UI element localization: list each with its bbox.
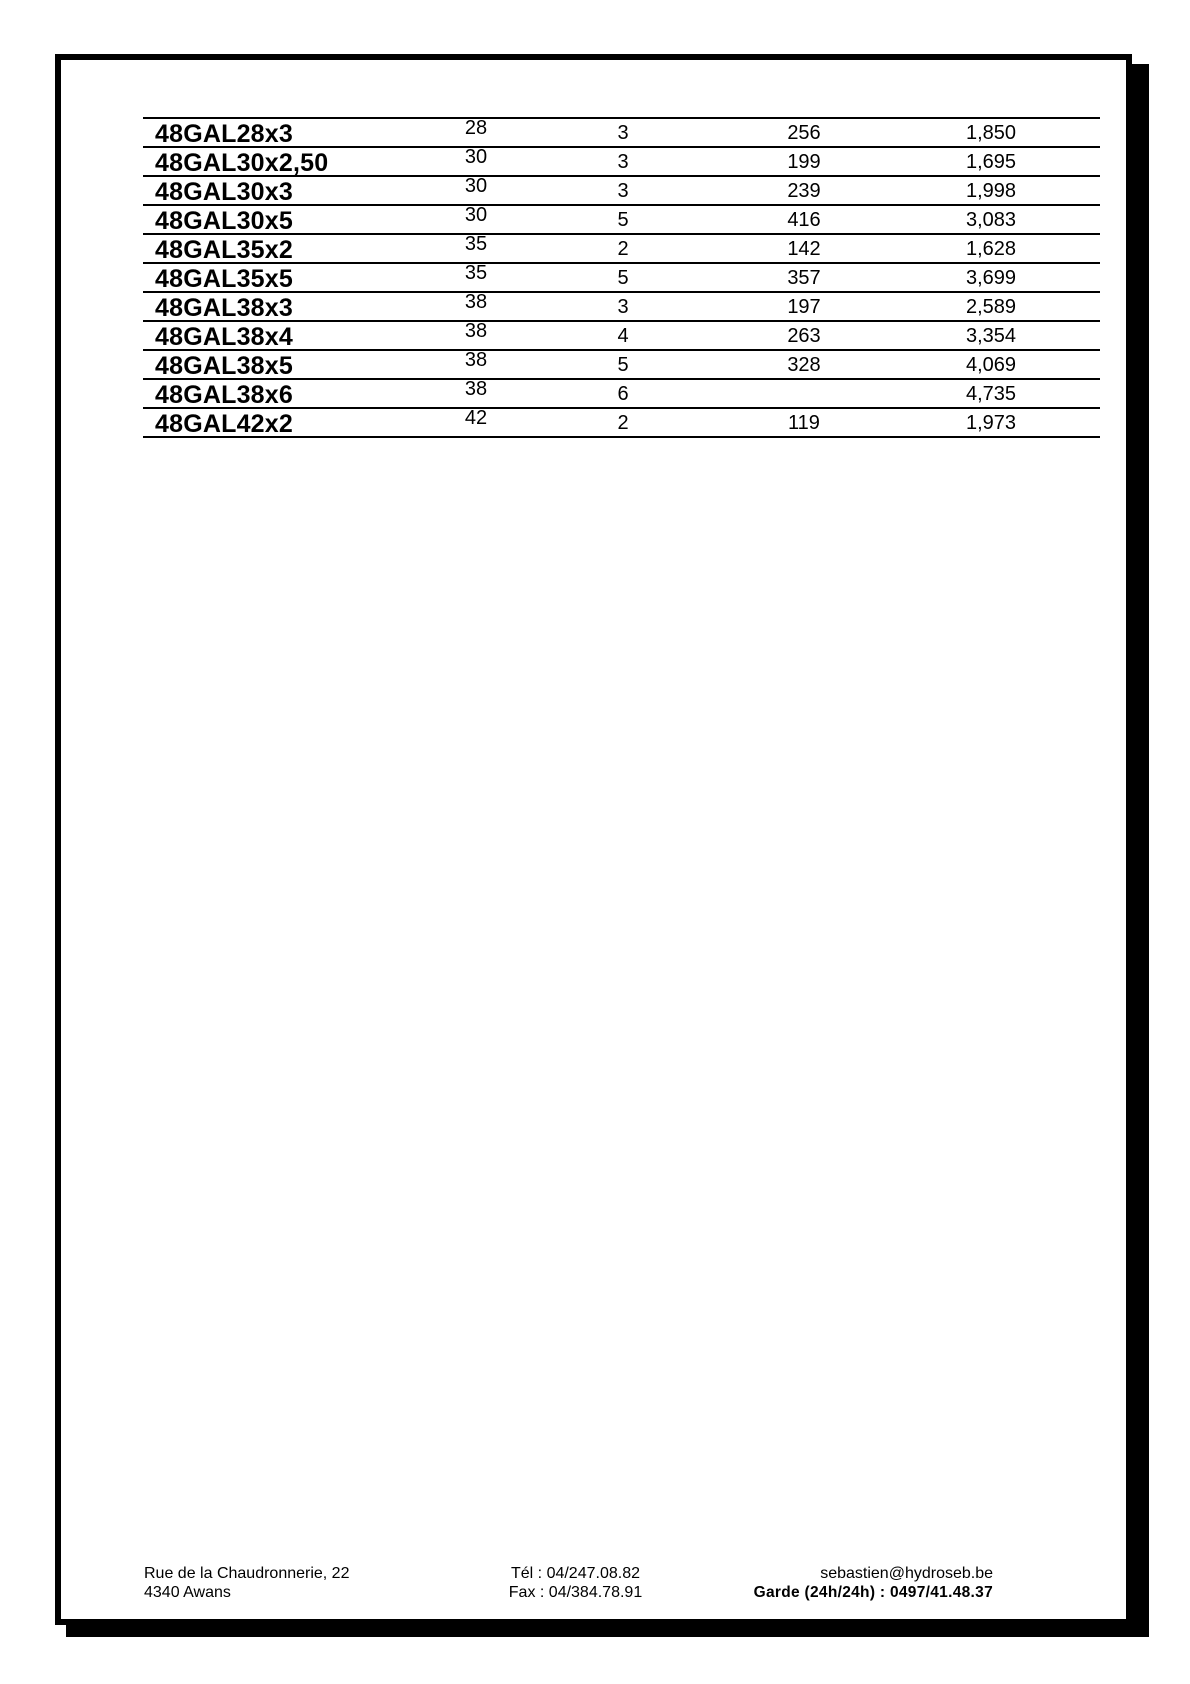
- product-code: 48GAL30x2,50: [155, 149, 329, 177]
- table-row: [143, 177, 1100, 206]
- product-code: 48GAL30x3: [155, 178, 293, 206]
- table-cell: 199: [787, 151, 821, 173]
- table-row: [143, 148, 1100, 177]
- table-cell: 30: [464, 175, 488, 197]
- table-row: [143, 380, 1100, 409]
- footer-contact: [720, 1564, 993, 1602]
- table-cell: 5: [617, 267, 629, 289]
- table-cell: 256: [787, 122, 821, 144]
- table-cell: 1,973: [965, 412, 1017, 434]
- phone-number: Tél : 04/247.08.82: [511, 1565, 640, 1582]
- product-code: 48GAL28x3: [155, 120, 293, 148]
- table-cell: 4,069: [965, 354, 1017, 376]
- table-cell: 5: [617, 209, 629, 231]
- product-code: 48GAL38x3: [155, 294, 293, 322]
- table-cell: 263: [787, 325, 821, 347]
- table-cell: 38: [464, 291, 488, 313]
- fax-number: Fax : 04/384.78.91: [508, 1584, 643, 1601]
- email-address: sebastien@hydroseb.be: [820, 1565, 993, 1582]
- table-cell: 38: [464, 320, 488, 342]
- product-table: [143, 117, 1100, 438]
- table-cell: 1,850: [965, 122, 1017, 144]
- table-cell: 2: [617, 412, 629, 434]
- table-cell: 2,589: [965, 296, 1017, 318]
- table-row: [143, 351, 1100, 380]
- footer-address: [144, 1564, 349, 1602]
- table-cell: 5: [617, 354, 629, 376]
- table-cell: 3: [617, 296, 629, 318]
- table-cell: 1,998: [965, 180, 1017, 202]
- table-cell: 35: [464, 233, 488, 255]
- table-cell: 357: [787, 267, 821, 289]
- table-row: [143, 235, 1100, 264]
- table-cell: 3,699: [965, 267, 1017, 289]
- table-cell: 4: [617, 325, 629, 347]
- product-code: 48GAL35x5: [155, 265, 293, 293]
- table-row: [143, 206, 1100, 235]
- address-line-1: Rue de la Chaudronnerie, 22: [144, 1565, 350, 1582]
- product-code: 48GAL35x2: [155, 236, 293, 264]
- footer-phone: [503, 1564, 648, 1602]
- table-cell: 38: [464, 349, 488, 371]
- table-row: [143, 322, 1100, 351]
- table-cell: 38: [464, 378, 488, 400]
- table-row: [143, 119, 1100, 148]
- table-cell: 2: [617, 238, 629, 260]
- table-cell: 119: [788, 412, 820, 434]
- table-cell: 1,695: [965, 151, 1017, 173]
- table-cell: 3,354: [965, 325, 1017, 347]
- table-row: [143, 293, 1100, 322]
- product-code: 48GAL30x5: [155, 207, 293, 235]
- table-cell: 328: [787, 354, 821, 376]
- table-cell: 3: [617, 122, 629, 144]
- table-cell: 35: [464, 262, 488, 284]
- table-cell: 3: [617, 151, 629, 173]
- table-cell: 239: [787, 180, 821, 202]
- product-code: 48GAL38x5: [155, 352, 293, 380]
- product-code: 48GAL38x4: [155, 323, 293, 351]
- table-cell: 142: [787, 238, 821, 260]
- table-cell: 416: [787, 209, 821, 231]
- product-code: 48GAL38x6: [155, 381, 293, 409]
- address-line-2: 4340 Awans: [144, 1584, 231, 1601]
- table-cell: 30: [464, 204, 488, 226]
- emergency-number: Garde (24h/24h) : 0497/41.48.37: [753, 1584, 993, 1601]
- table-row: [143, 409, 1100, 438]
- table-row: [143, 264, 1100, 293]
- table-cell: 1,628: [965, 238, 1017, 260]
- table-cell: 3: [617, 180, 629, 202]
- product-code: 48GAL42x2: [155, 410, 293, 438]
- table-cell: 30: [464, 146, 488, 168]
- table-cell: 197: [787, 296, 821, 318]
- table-cell: 28: [464, 117, 488, 139]
- table-cell: 4,735: [965, 383, 1017, 405]
- table-cell: 6: [617, 383, 629, 405]
- table-cell: 42: [464, 407, 488, 429]
- table-cell: 3,083: [965, 209, 1017, 231]
